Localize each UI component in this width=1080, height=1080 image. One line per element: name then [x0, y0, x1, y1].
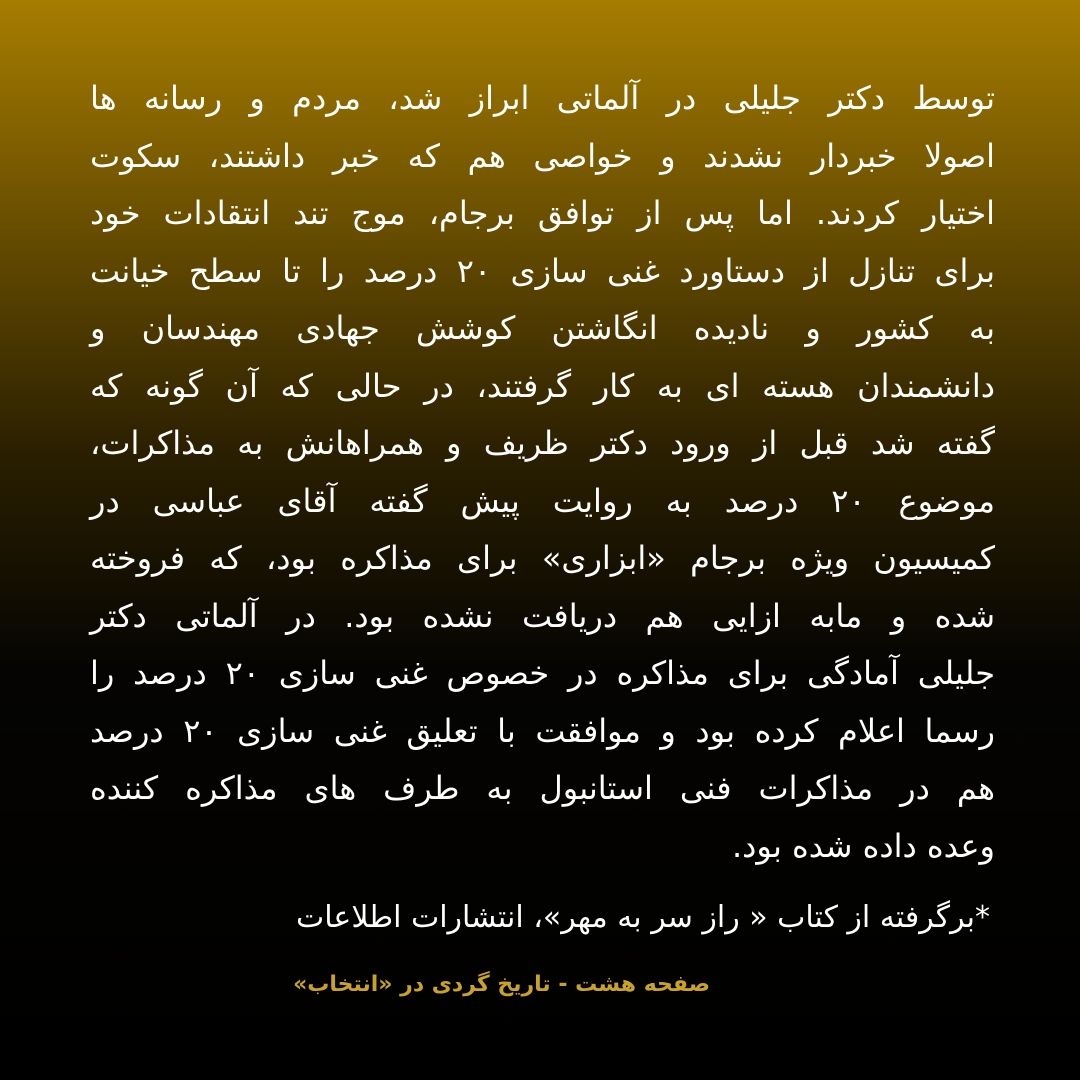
body-line: شده و مابه ازایی هم دریافت نشده بود. در آلماتی دکتر	[90, 596, 995, 635]
body-line: وعده داده شده بود.	[731, 826, 995, 865]
body-line: کمیسیون ویژه برجام «ابزاری» برای مذاکره بود، که فروخته	[90, 539, 995, 577]
body-line: رسما اعلام کرده بود و موافقت با تعلیق غنی سازی ۲۰ درصد	[90, 711, 996, 750]
article-body	[90, 70, 995, 875]
body-line: گفته شد قبل از ورود دکتر ظریف و همراهانش به مذاکرات،	[90, 424, 995, 462]
body-line: اختیار کردند. اما پس از توافق برجام، موج تند انتقادات خود	[90, 194, 995, 232]
body-line: موضوع ۲۰ درصد به روایت پیش گفته آقای عباسی در	[90, 481, 996, 520]
source-citation: *برگرفته از کتاب « راز سر به مهر»، انتشارات اطلاعات	[296, 900, 990, 935]
body-line: جلیلی آمادگی برای مذاکره در خصوص غنی سازی ۲۰ درصد را	[90, 654, 995, 692]
body-line: توسط دکتر جلیلی در آلماتی ابراز شد، مردم و رسانه ها	[90, 79, 995, 117]
body-line: برای تنازل از دستاورد غنی سازی ۲۰ درصد را تا سطح خیانت	[90, 251, 996, 290]
body-line: دانشمندان هسته ای به کار گرفتند، در حالی که آن گونه که	[90, 366, 995, 405]
body-line: اصولا خبردار نشدند و خواصی هم که خبر داشتند، سکوت	[90, 136, 995, 175]
page-tag: صفحه هشت - تاریخ گردی در «انتخاب»	[293, 972, 710, 997]
body-line: هم در مذاکرات فنی استانبول به طرف های مذاکره کننده	[90, 769, 995, 807]
body-line: به کشور و نادیده انگاشتن کوشش جهادی مهندسان و	[90, 309, 995, 347]
